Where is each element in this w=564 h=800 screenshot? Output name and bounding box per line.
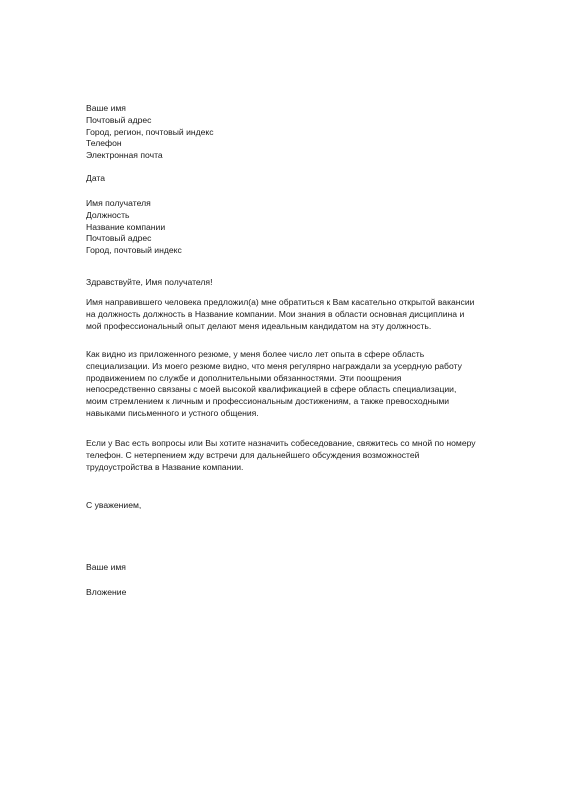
paragraph-line: на должность должность в Название компании. Мои знания в области основная дисциплина и [86,308,465,319]
paragraph-line: мой профессиональный опыт делают меня идеальным кандидатом на эту должность. [86,320,432,331]
recipient-name: Имя получателя [86,198,151,208]
sender-address: Почтовый адрес [86,114,152,125]
recipient-block [86,198,486,257]
sender-name: Ваше имя [86,103,126,113]
paragraph-line: моим стремлением к личным и профессиональным достижениям, а также превосходными [86,396,450,407]
paragraph-referral [86,297,491,332]
paragraph-line: Имя направившего человека предложил(а) мне обратиться к Вам касательно открытой вакансии [86,297,475,307]
paragraph-line: продвижением по службе и дополнительными обязанностями. Эти поощрения [86,372,402,383]
paragraph-line: трудоустройства в Название компании. [86,461,244,472]
closing: С уважением, [86,500,142,510]
sender-email: Электронная почта [86,150,163,161]
paragraph-experience [86,349,491,420]
greeting: Здравствуйте, Имя получателя! [86,277,213,287]
sender-city: Город, регион, почтовый индекс [86,126,214,137]
paragraph-line: телефон. С нетерпением жду встречи для дальнейшего обсуждения возможностей [86,449,420,460]
paragraph-line: Как видно из приложенного резюме, у меня более число лет опыта в сфере область [86,349,425,359]
paragraph-contact [86,438,491,473]
paragraph-line: специализации. Из моего резюме видно, что меня регулярно награждали за усердную работу [86,360,462,371]
date-block [86,173,486,185]
signature-block [86,562,486,574]
paragraph-line: непосредственно связаны с моей высокой квалификацией в сфере область специализации, [86,384,457,395]
paragraph-line: навыками письменного и устного общения. [86,407,259,418]
recipient-address: Почтовый адрес [86,233,152,244]
enclosure: Вложение [86,587,127,597]
sender-phone: Телефон [86,138,122,149]
enclosure-block [86,587,486,599]
sender-block [86,103,486,162]
closing-block [86,500,486,512]
signature-name: Ваше имя [86,562,126,572]
recipient-city: Город, почтовый индекс [86,245,182,256]
letter-date: Дата [86,173,106,183]
greeting-block [86,277,486,289]
recipient-company: Название компании [86,221,166,232]
paragraph-line: Если у Вас есть вопросы или Вы хотите назначить собеседование, свяжитесь со мной по номеру [86,438,476,448]
recipient-position: Должность [86,209,130,220]
